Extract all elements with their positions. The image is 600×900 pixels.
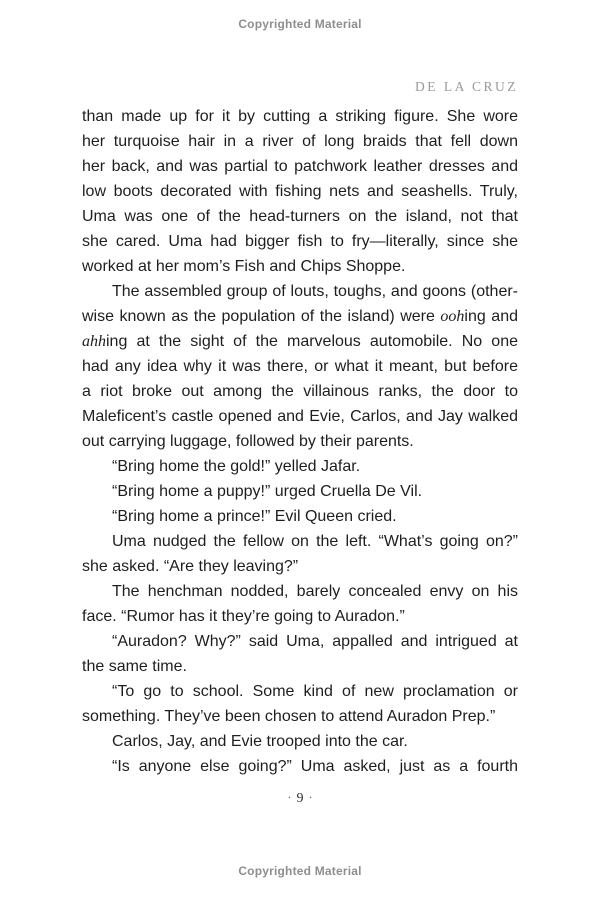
body-text: than made up for it by cutting a striking figure. She wore <box>82 108 518 125</box>
body-text: she asked. “Are they leaving?” <box>82 558 299 575</box>
body-text: low boots decorated with fishing nets and seashells. Truly, <box>82 183 518 200</box>
body-text: she cared. Uma had bigger fish to fry—literally, since she <box>82 233 518 250</box>
body-text: had any idea why it was there, or what it meant, but before <box>82 358 518 375</box>
body-line <box>82 654 518 679</box>
body-line <box>82 754 518 779</box>
body-text: out carrying luggage, followed by their parents. <box>82 433 414 450</box>
body-line <box>82 154 518 179</box>
body-line <box>82 679 518 704</box>
page-number-ornament-right: · <box>308 790 313 804</box>
body-text: something. They’ve been chosen to attend Auradon Prep.” <box>82 708 496 725</box>
body-line <box>82 379 518 404</box>
body-text: her turquoise hair in a river of long braids that fell down <box>82 133 518 150</box>
body-line <box>82 404 518 429</box>
body-text: a riot broke out among the villainous ranks, the door to <box>82 383 518 400</box>
body-text: “Bring home a prince!” Evil Queen cried. <box>112 508 397 525</box>
body-text: Uma was one of the head-turners on the island, not that <box>82 208 518 225</box>
body-text: her back, and was partial to patchwork leather dresses and <box>82 158 518 175</box>
body-text: ing at the sight of the marvelous automobile. No one <box>106 333 518 350</box>
body-line <box>82 504 518 529</box>
body-line <box>82 429 518 454</box>
body-line <box>82 204 518 229</box>
page-number-ornament-left: · <box>287 790 292 804</box>
body-line <box>82 479 518 504</box>
body-text: worked at her mom’s Fish and Chips Shoppe. <box>82 258 406 275</box>
body-text: “Bring home the gold!” yelled Jafar. <box>112 458 361 475</box>
body-line <box>82 629 518 654</box>
body-text: “Auradon? Why?” said Uma, appalled and intrigued at <box>112 633 518 650</box>
body-line <box>82 529 518 554</box>
body-text: Maleficent’s castle opened and Evie, Carlos, and Jay walked <box>82 408 518 425</box>
copyright-notice-top: Copyrighted Material <box>238 17 362 31</box>
body-line <box>82 554 518 579</box>
body-text: the same time. <box>82 658 187 675</box>
page-number-value: 9 <box>296 791 304 806</box>
page-number <box>0 791 600 807</box>
body-line <box>82 254 518 279</box>
body-line <box>82 454 518 479</box>
body-line <box>82 729 518 754</box>
body-line <box>82 354 518 379</box>
body-line <box>82 329 518 354</box>
body-line <box>82 129 518 154</box>
body-text: Uma nudged the fellow on the left. “What’s going on?” <box>112 533 518 550</box>
body-line <box>82 704 518 729</box>
body-line <box>82 179 518 204</box>
body-line <box>82 279 518 304</box>
running-header: DE LA CRUZ <box>414 79 518 94</box>
body-text: ing and <box>464 308 518 325</box>
body-line <box>82 229 518 254</box>
body-text: Carlos, Jay, and Evie trooped into the car. <box>112 733 408 750</box>
body-text: “Is anyone else going?” Uma asked, just as a fourth <box>112 758 518 775</box>
body-text: The henchman nodded, barely concealed envy on his <box>112 583 518 600</box>
page-text <box>82 104 518 779</box>
copyright-notice-bottom: Copyrighted Material <box>238 864 362 878</box>
body-text-italic: ahh <box>82 333 106 350</box>
body-line <box>82 304 518 329</box>
body-line <box>82 104 518 129</box>
body-text: wise known as the population of the island) were <box>82 308 441 325</box>
body-text: “To go to school. Some kind of new proclamation or <box>112 683 518 700</box>
body-text-italic: ooh <box>440 308 465 325</box>
body-line <box>82 604 518 629</box>
body-text: The assembled group of louts, toughs, and goons (other- <box>112 283 518 300</box>
body-text: “Bring home a puppy!” urged Cruella De Vil. <box>112 483 423 500</box>
body-line <box>82 579 518 604</box>
body-text: face. “Rumor has it they’re going to Auradon.” <box>82 608 405 625</box>
